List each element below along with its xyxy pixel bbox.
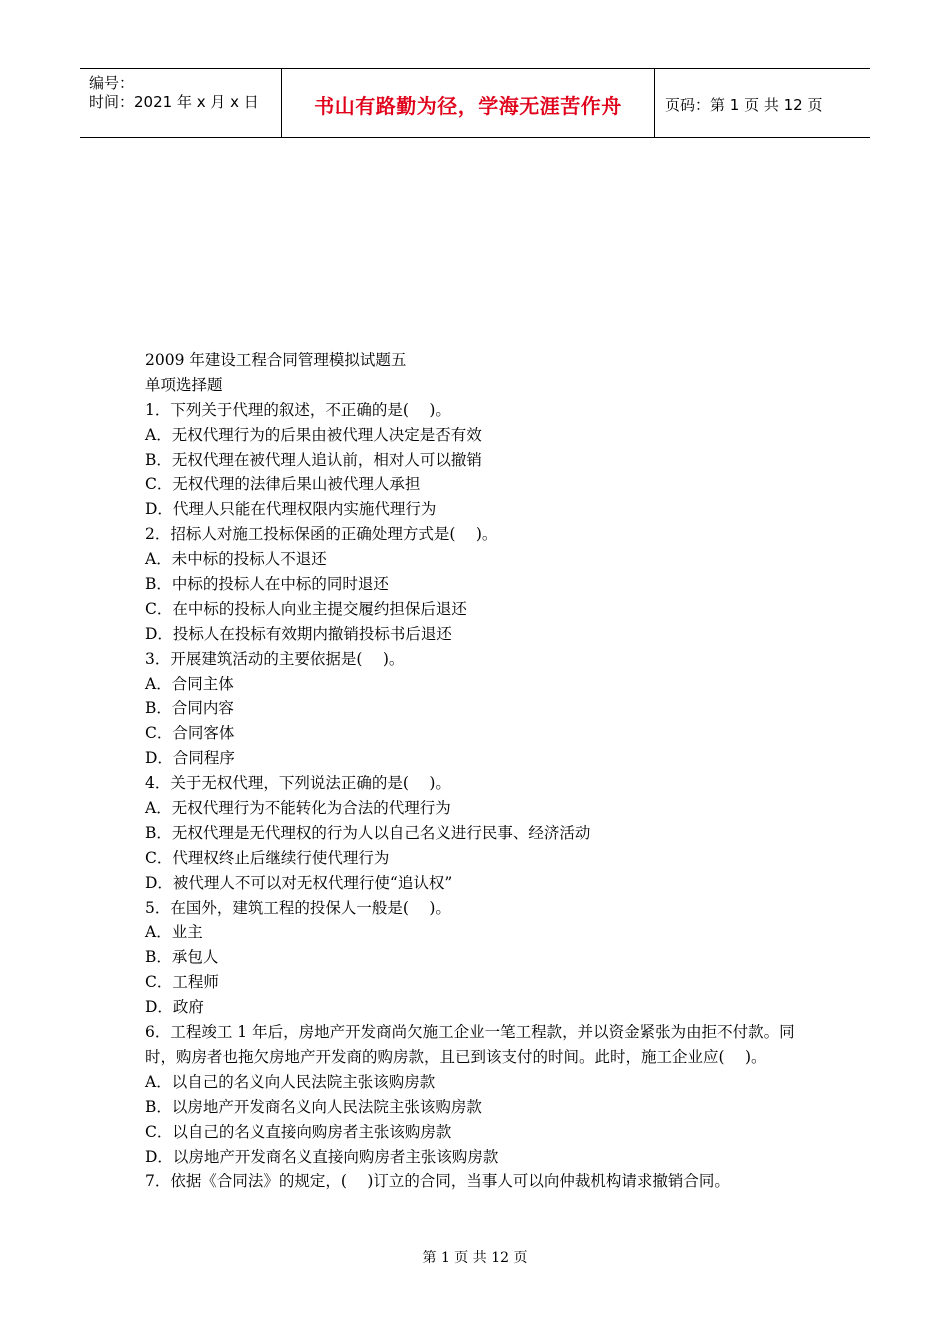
option-5d: D．政府 [145, 998, 204, 1017]
option-5b: B．承包人 [145, 948, 219, 967]
option-4c: C．代理权终止后继续行使代理行为 [145, 848, 390, 867]
option-1c: C．无权代理的法律后果山被代理人承担 [145, 475, 421, 494]
option-6c: C．以自己的名义直接向购房者主张该购房款 [145, 1122, 452, 1141]
option-6a: A．以自己的名义向人民法院主张该购房款 [145, 1072, 436, 1091]
option-6d: D．以房地产开发商名义直接向购房者主张该购房款 [145, 1147, 499, 1166]
page-footer: 第 1 页 共 12 页 [422, 1250, 528, 1266]
header-motto-cell [282, 69, 655, 137]
option-4a: A．无权代理行为不能转化为合法的代理行为 [145, 799, 451, 818]
option-3d: D．合同程序 [145, 749, 235, 768]
option-2d: D．投标人在投标有效期内撤销投标书后退还 [145, 624, 452, 643]
question-3: 3．开展建筑活动的主要依据是( )。 [145, 649, 405, 668]
question-1: 1．下列关于代理的叙述，不正确的是( )。 [145, 400, 451, 419]
document-body [145, 348, 825, 1194]
question-4: 4．关于无权代理，下列说法正确的是( )。 [145, 774, 451, 793]
option-1a: A．无权代理行为的后果由被代理人决定是否有效 [145, 425, 482, 444]
option-6b: B．以房地产开发商名义向人民法院主张该购房款 [145, 1097, 482, 1116]
question-6: 6．工程竣工 1 年后，房地产开发商尚欠施工企业一笔工程款，并以资金紧张为由拒不付款。同时，购房者也拖欠房地产开发商的购房款，且已到该支付的时间。此时，施工企业应( )。 [145, 1023, 795, 1066]
page-info: 页码：第 1 页 共 12 页 [665, 96, 823, 114]
option-2a: A．未中标的投标人不退还 [145, 550, 327, 569]
option-3b: B．合同内容 [145, 699, 234, 718]
question-7: 7．依据《合同法》的规定，( )订立的合同，当事人可以向仲裁机构请求撤销合同。 [145, 1172, 730, 1191]
option-1d: D．代理人只能在代理权限内实施代理行为 [145, 500, 437, 519]
option-2b: B．中标的投标人在中标的同时退还 [145, 575, 389, 594]
section-heading: 单项选择题 [145, 375, 223, 394]
question-2: 2．招标人对施工投标保函的正确处理方式是( )。 [145, 525, 498, 544]
page-header [80, 68, 870, 138]
option-1b: B．无权代理在被代理人追认前，相对人可以撤销 [145, 450, 482, 469]
question-5: 5．在国外，建筑工程的投保人一般是( )。 [145, 898, 451, 917]
option-5c: C．工程师 [145, 973, 219, 992]
motto: 书山有路勤为径，学海无涯苦作舟 [314, 94, 622, 118]
option-5a: A．业主 [145, 923, 203, 942]
document-title: 2009 年建设工程合同管理模拟试题五 [145, 351, 407, 369]
header-page-cell [655, 69, 870, 137]
number-label: 编号： [89, 74, 135, 92]
option-2c: C．在中标的投标人向业主提交履约担保后退还 [145, 599, 467, 618]
option-3c: C．合同客体 [145, 724, 235, 743]
option-4b: B．无权代理是无代理权的行为人以自己名义进行民事、经济活动 [145, 823, 591, 842]
header-info-cell [80, 69, 282, 137]
option-4d: D．被代理人不可以对无权代理行使“追认权” [145, 873, 453, 892]
time-label: 时间：2021 年 x 月 x 日 [89, 93, 259, 111]
option-3a: A．合同主体 [145, 674, 234, 693]
